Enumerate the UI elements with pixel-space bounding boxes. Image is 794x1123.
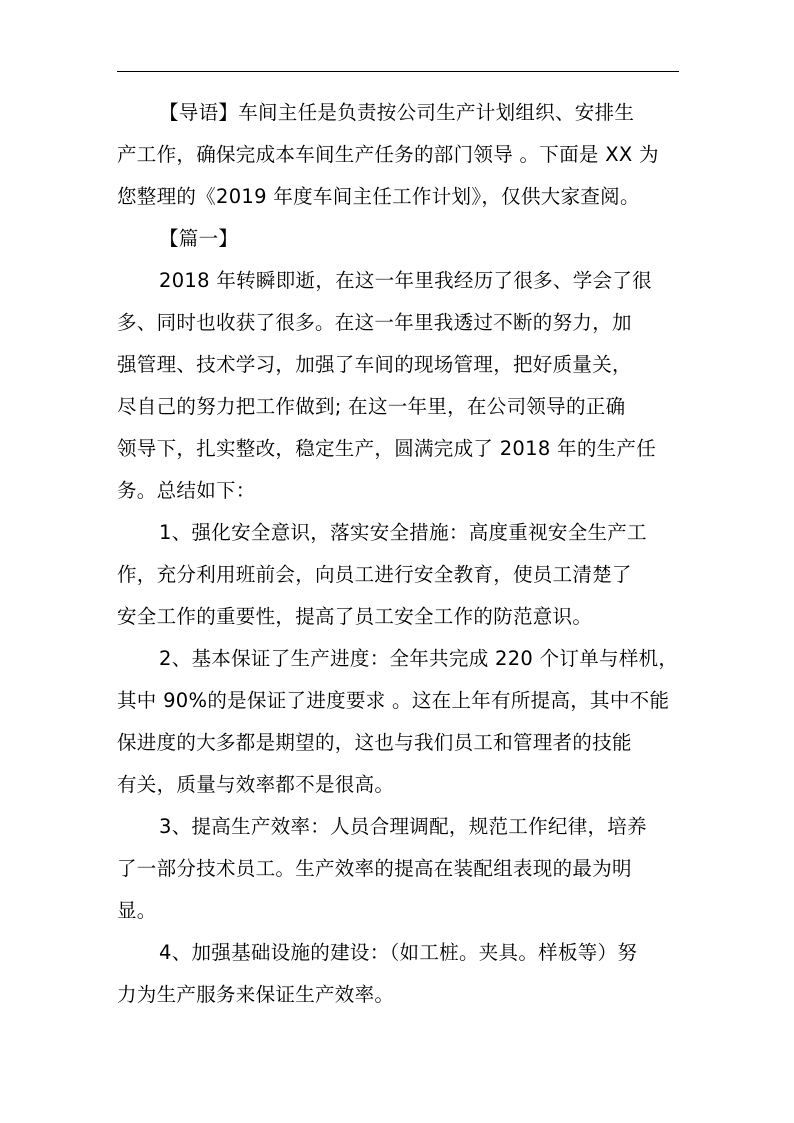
item-1-line: 作，充分利用班前会，向员工进行安全教育，使员工清楚了 [117,563,632,586]
paragraph-line: 尽自己的努力把工作做到; 在这一年里，在公司领导的正确 [117,395,626,418]
item-2-line: 有关，质量与效率都不是很高。 [117,773,395,796]
intro-line-3: 您整理的《2019 年度车间主任工作计划》，仅供大家查阅。 [117,185,640,208]
item-4-line: 力为生产服务来保证生产效率。 [117,983,395,1006]
item-2-line: 保进度的大多都是期望的，这也与我们员工和管理者的技能 [117,731,632,754]
item-2-line: 2、基本保证了生产进度：全年共完成 220 个订单与样机， [159,647,679,670]
item-3-line: 了一部分技术员工。生产效率的提高在装配组表现的最为明 [117,857,632,880]
item-3-line: 显。 [117,899,157,922]
paragraph-line: 强管理、技术学习，加强了车间的现场管理，把好质量关， [117,353,632,376]
intro-line-2: 产工作，确保完成本车间生产任务的部门领导 。下面是 XX 为 [117,143,659,166]
item-1-line: 安全工作的重要性，提高了员工安全工作的防范意识。 [117,605,593,628]
paragraph-line: 多、同时也收获了很多。在这一年里我透过不断的努力，加 [117,311,632,334]
paragraph-line: 领导下，扎实整改，稳定生产，圆满完成了 2018 年的生产任 [117,437,657,460]
item-4-line: 4、加强基础设施的建设：（如工桩。夹具。样板等）努 [159,941,638,964]
item-1-line: 1、强化安全意识，落实安全措施：高度重视安全生产工 [159,521,647,544]
header-rule [117,71,679,72]
item-2-line: 其中 90%的是保证了进度要求 。这在上年有所提高，其中不能 [117,689,670,712]
section-heading: 【篇一】 [159,227,239,250]
intro-line-1: 【导语】车间主任是负责按公司生产计划组织、安排生 [159,101,635,124]
paragraph-line: 2018 年转瞬即逝，在这一年里我经历了很多、学会了很 [159,269,652,292]
paragraph-line: 务。总结如下： [117,479,256,502]
item-3-line: 3、提高生产效率：人员合理调配，规范工作纪律，培养 [159,815,647,838]
